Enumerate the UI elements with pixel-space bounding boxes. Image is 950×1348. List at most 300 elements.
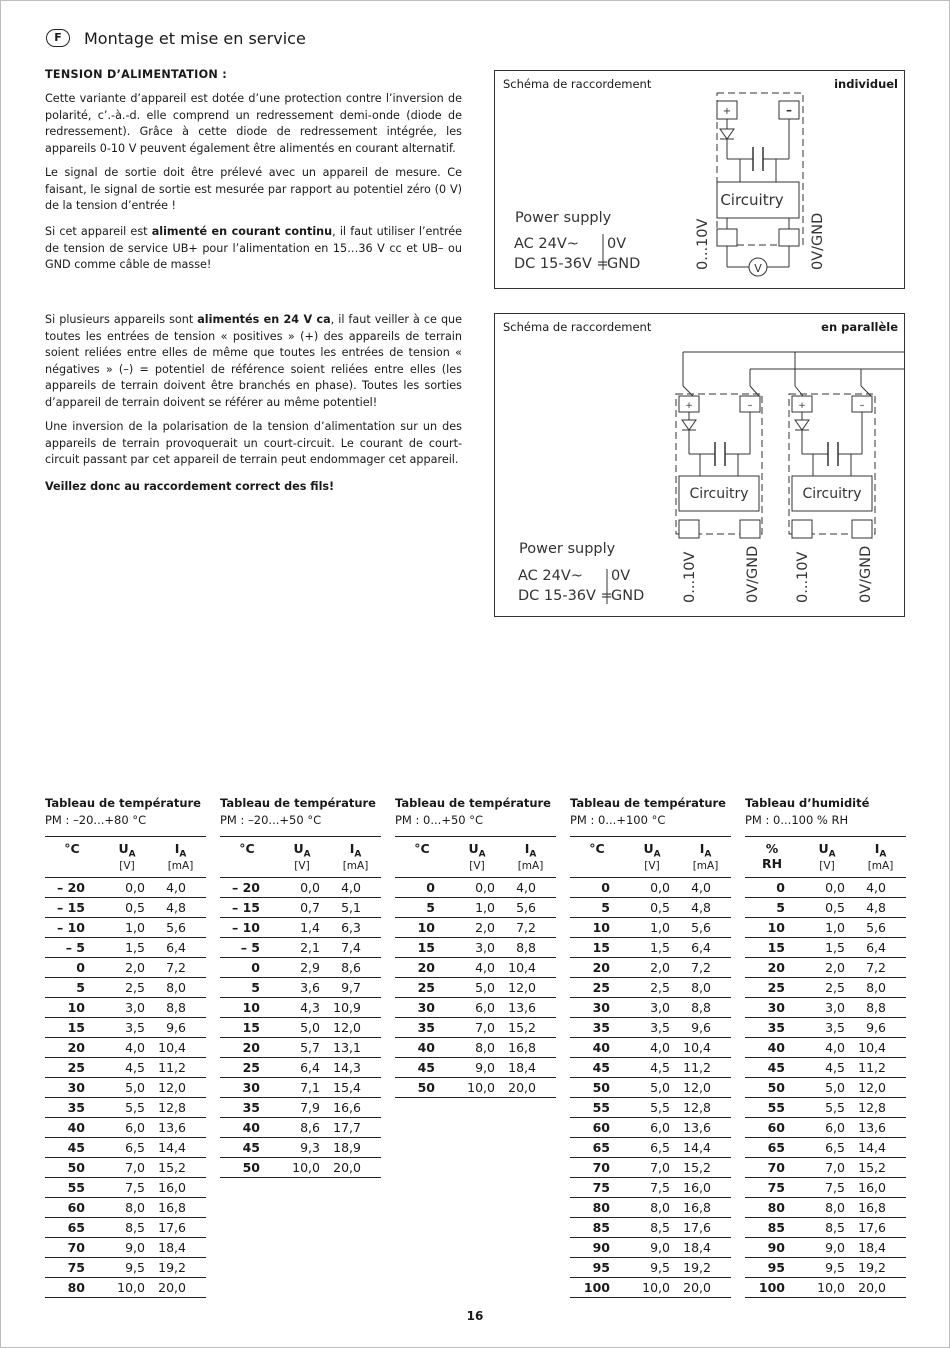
cell-current: 15,2 bbox=[680, 1158, 731, 1178]
text-run: Si plusieurs appareils sont bbox=[45, 313, 198, 326]
cell-voltage: 4,3 bbox=[274, 998, 330, 1018]
table-row bbox=[45, 1218, 206, 1238]
table-row bbox=[570, 1018, 731, 1038]
dc-label: DC 15-36V = bbox=[518, 588, 613, 604]
cell-voltage: 6,0 bbox=[799, 1118, 855, 1138]
cell-input: 50 bbox=[220, 1158, 274, 1178]
cell-input: 0 bbox=[745, 878, 799, 898]
cell-voltage: 1,5 bbox=[799, 938, 855, 958]
cell-input: 10 bbox=[395, 918, 449, 938]
cell-current: 15,4 bbox=[330, 1078, 381, 1098]
cell-voltage: 3,0 bbox=[624, 998, 680, 1018]
cell-voltage: 7,0 bbox=[624, 1158, 680, 1178]
cell-voltage: 7,0 bbox=[799, 1158, 855, 1178]
cell-current: 16,8 bbox=[155, 1198, 206, 1218]
column-header-current bbox=[155, 837, 206, 878]
cell-voltage: 4,5 bbox=[624, 1058, 680, 1078]
cell-current: 7,2 bbox=[680, 958, 731, 978]
cell-input: 0 bbox=[395, 878, 449, 898]
circuitry-label: Circuitry bbox=[720, 191, 784, 209]
table-row bbox=[570, 1178, 731, 1198]
cell-input: 70 bbox=[570, 1158, 624, 1178]
cell-current: 9,6 bbox=[680, 1018, 731, 1038]
cell-voltage: 0,5 bbox=[624, 898, 680, 918]
cell-current: 12,8 bbox=[855, 1098, 906, 1118]
table-row bbox=[220, 1078, 381, 1098]
cell-voltage: 7,5 bbox=[99, 1178, 155, 1198]
diode-icon bbox=[682, 420, 696, 430]
cell-voltage: 5,5 bbox=[799, 1098, 855, 1118]
cell-voltage: 5,0 bbox=[799, 1078, 855, 1098]
table-row bbox=[45, 1278, 206, 1298]
cell-current: 11,2 bbox=[680, 1058, 731, 1078]
cell-current: 6,4 bbox=[680, 938, 731, 958]
table-row bbox=[220, 898, 381, 918]
cell-voltage: 0,0 bbox=[624, 878, 680, 898]
cell-current: 16,8 bbox=[505, 1038, 556, 1058]
table-row bbox=[570, 1198, 731, 1218]
value-table bbox=[745, 836, 906, 1298]
table-row bbox=[745, 1238, 906, 1258]
cell-voltage: 8,5 bbox=[624, 1218, 680, 1238]
table-row bbox=[45, 878, 206, 898]
cell-voltage: 10,0 bbox=[799, 1278, 855, 1298]
cell-input: 5 bbox=[745, 898, 799, 918]
output-signal-label: 0...10V bbox=[695, 218, 711, 270]
terminal-gnd bbox=[779, 229, 799, 246]
cell-input: 40 bbox=[745, 1038, 799, 1058]
cell-current: 4,0 bbox=[505, 878, 556, 898]
cell-current: 16,8 bbox=[855, 1198, 906, 1218]
table-row bbox=[220, 1158, 381, 1178]
cell-input: 55 bbox=[570, 1098, 624, 1118]
cell-voltage: 7,9 bbox=[274, 1098, 330, 1118]
cell-input: – 15 bbox=[45, 898, 99, 918]
output-signal-label: 0...10V bbox=[682, 551, 698, 603]
table-row bbox=[395, 1058, 556, 1078]
table-row bbox=[745, 958, 906, 978]
cell-voltage: 9,5 bbox=[799, 1258, 855, 1278]
column-header-label: $I_A$ bbox=[699, 841, 712, 860]
column-header-temperature bbox=[45, 837, 99, 878]
table-row bbox=[570, 958, 731, 978]
text-run: , il faut veiller à ce que toutes les entrées de tension « positives » (+) des appareils de terrain soient reliées entre elles de même que toutes les entrées de tension « négatives » (–) = potentiel de référence soient reliées entre elles (les appareils de terrain doivent être branchés en phase). Toutes les sorties d’appareil de terrain doivent se référer au même potentiel! bbox=[45, 313, 463, 409]
cell-current: 12,0 bbox=[155, 1078, 206, 1098]
cell-current: 16,6 bbox=[330, 1098, 381, 1118]
column-header-label: $U_A$ bbox=[468, 841, 486, 860]
cell-voltage: 10,0 bbox=[624, 1278, 680, 1298]
cell-current: 8,0 bbox=[155, 978, 206, 998]
cell-voltage: 1,0 bbox=[799, 918, 855, 938]
cell-voltage: 2,0 bbox=[449, 918, 505, 938]
cell-voltage: 4,0 bbox=[449, 958, 505, 978]
cell-input: 25 bbox=[45, 1058, 99, 1078]
cell-current: 15,2 bbox=[855, 1158, 906, 1178]
cell-voltage: 0,0 bbox=[799, 878, 855, 898]
cell-current: 8,6 bbox=[330, 958, 381, 978]
cell-voltage: 1,5 bbox=[99, 938, 155, 958]
page-number: 16 bbox=[466, 1309, 484, 1323]
column-header-unit: [mA] bbox=[692, 859, 719, 872]
cell-voltage: 9,5 bbox=[624, 1258, 680, 1278]
table-row bbox=[745, 938, 906, 958]
column-header-current bbox=[680, 837, 731, 878]
cell-current: 12,8 bbox=[680, 1098, 731, 1118]
cell-voltage: 2,0 bbox=[99, 958, 155, 978]
cell-current: 4,8 bbox=[155, 898, 206, 918]
cell-input: – 10 bbox=[45, 918, 99, 938]
column-header-label: °C bbox=[239, 841, 255, 856]
table-header-row bbox=[745, 837, 906, 878]
cell-input: 20 bbox=[570, 958, 624, 978]
table-row bbox=[745, 1218, 906, 1238]
cell-current: 10,4 bbox=[855, 1038, 906, 1058]
cell-input: 5 bbox=[45, 978, 99, 998]
cell-input: 25 bbox=[395, 978, 449, 998]
value-table bbox=[45, 836, 206, 1298]
cell-current: 12,8 bbox=[155, 1098, 206, 1118]
table-row bbox=[745, 1038, 906, 1058]
cell-input: 40 bbox=[570, 1038, 624, 1058]
cell-voltage: 3,5 bbox=[99, 1018, 155, 1038]
cell-voltage: 1,5 bbox=[624, 938, 680, 958]
column-header-label: °C bbox=[589, 841, 605, 856]
table-row bbox=[220, 878, 381, 898]
cell-current: 19,2 bbox=[155, 1258, 206, 1278]
table-row bbox=[745, 1178, 906, 1198]
cell-input: 45 bbox=[745, 1058, 799, 1078]
table-row bbox=[45, 978, 206, 998]
cell-voltage: 3,5 bbox=[624, 1018, 680, 1038]
cell-input: – 5 bbox=[220, 938, 274, 958]
power-supply-label: Power supply bbox=[515, 210, 612, 226]
column-header-label: $U_A$ bbox=[818, 841, 836, 860]
cell-voltage: 4,0 bbox=[624, 1038, 680, 1058]
cell-input: 30 bbox=[570, 998, 624, 1018]
table-row bbox=[395, 938, 556, 958]
cell-voltage: 7,5 bbox=[624, 1178, 680, 1198]
text-run-bold: alimenté en courant continu bbox=[151, 225, 333, 238]
cell-current: 11,2 bbox=[855, 1058, 906, 1078]
value-table bbox=[570, 836, 731, 1298]
cell-voltage: 3,0 bbox=[799, 998, 855, 1018]
cell-current: 18,9 bbox=[330, 1138, 381, 1158]
column-header-voltage bbox=[624, 837, 680, 878]
cell-current: 8,8 bbox=[155, 998, 206, 1018]
cell-current: 9,6 bbox=[155, 1018, 206, 1038]
table-row bbox=[570, 978, 731, 998]
cell-input: 65 bbox=[45, 1218, 99, 1238]
table-row bbox=[745, 998, 906, 1018]
cell-current: 17,6 bbox=[855, 1218, 906, 1238]
cell-input: – 20 bbox=[220, 878, 274, 898]
table-row bbox=[570, 1098, 731, 1118]
column-header-label: °C bbox=[64, 841, 80, 856]
table-row bbox=[220, 978, 381, 998]
cell-current: 4,8 bbox=[855, 898, 906, 918]
table-row bbox=[570, 1238, 731, 1258]
gnd-label: GND bbox=[611, 588, 645, 604]
cell-input: 75 bbox=[570, 1178, 624, 1198]
cell-current: 4,0 bbox=[330, 878, 381, 898]
cell-current: 7,2 bbox=[855, 958, 906, 978]
cell-current: 14,4 bbox=[155, 1138, 206, 1158]
cell-voltage: 7,0 bbox=[449, 1018, 505, 1038]
cell-input: 40 bbox=[45, 1118, 99, 1138]
cell-current: 12,0 bbox=[855, 1078, 906, 1098]
cell-current: 20,0 bbox=[855, 1278, 906, 1298]
table-row bbox=[745, 878, 906, 898]
table-row bbox=[395, 878, 556, 898]
cell-input: 80 bbox=[745, 1198, 799, 1218]
wiring-diagram-parallel bbox=[494, 313, 905, 617]
table-row bbox=[45, 938, 206, 958]
cell-voltage: 2,1 bbox=[274, 938, 330, 958]
cell-input: 50 bbox=[395, 1078, 449, 1098]
cell-voltage: 8,6 bbox=[274, 1118, 330, 1138]
cell-voltage: 2,0 bbox=[799, 958, 855, 978]
cell-voltage: 7,0 bbox=[99, 1158, 155, 1178]
cell-voltage: 9,0 bbox=[99, 1238, 155, 1258]
cell-input: 50 bbox=[45, 1158, 99, 1178]
table-header-row bbox=[395, 837, 556, 878]
cell-current: 10,4 bbox=[155, 1038, 206, 1058]
cell-voltage: 3,0 bbox=[449, 938, 505, 958]
cell-input: 75 bbox=[45, 1258, 99, 1278]
cell-current: 8,0 bbox=[680, 978, 731, 998]
column-header-unit: [V] bbox=[469, 859, 485, 872]
cell-current: 16,0 bbox=[855, 1178, 906, 1198]
cell-current: 16,0 bbox=[155, 1178, 206, 1198]
cell-voltage: 2,5 bbox=[799, 978, 855, 998]
cell-input: 20 bbox=[745, 958, 799, 978]
cell-voltage: 2,9 bbox=[274, 958, 330, 978]
cell-voltage: 8,5 bbox=[799, 1218, 855, 1238]
cell-current: 18,4 bbox=[155, 1238, 206, 1258]
cell-current: 11,2 bbox=[155, 1058, 206, 1078]
cell-current: 18,4 bbox=[505, 1058, 556, 1078]
wiring-schematic-parallel bbox=[495, 314, 904, 616]
cell-input: 60 bbox=[745, 1118, 799, 1138]
table-row bbox=[570, 1278, 731, 1298]
cell-voltage: 3,0 bbox=[99, 998, 155, 1018]
cell-input: 10 bbox=[220, 998, 274, 1018]
column-header-label: $U_A$ bbox=[643, 841, 661, 860]
column-header-voltage bbox=[99, 837, 155, 878]
cell-current: 8,8 bbox=[505, 938, 556, 958]
column-header-temperature bbox=[220, 837, 274, 878]
cell-input: 70 bbox=[45, 1238, 99, 1258]
cell-current: 4,0 bbox=[855, 878, 906, 898]
cell-voltage: 1,4 bbox=[274, 918, 330, 938]
cell-current: 14,3 bbox=[330, 1058, 381, 1078]
diode-icon bbox=[720, 129, 734, 139]
output-gnd-label: 0V/GND bbox=[745, 545, 761, 603]
table-title: Tableau de température bbox=[395, 796, 551, 810]
table-range: PM : –20...+50 °C bbox=[220, 813, 322, 827]
cell-input: 15 bbox=[45, 1018, 99, 1038]
table-row bbox=[745, 1258, 906, 1278]
column-header-label: $I_A$ bbox=[349, 841, 362, 860]
output-gnd-label: 0V/GND bbox=[810, 212, 826, 270]
table-row bbox=[45, 1158, 206, 1178]
cell-input: 5 bbox=[220, 978, 274, 998]
cell-input: 0 bbox=[570, 878, 624, 898]
cell-input: 5 bbox=[395, 898, 449, 918]
column-header-unit: RH bbox=[761, 856, 783, 871]
text-run: Si cet appareil est bbox=[45, 225, 152, 238]
cell-input: 35 bbox=[745, 1018, 799, 1038]
cell-voltage: 6,5 bbox=[99, 1138, 155, 1158]
column-header-label: $U_A$ bbox=[293, 841, 311, 860]
cell-current: 8,8 bbox=[855, 998, 906, 1018]
table-row bbox=[45, 998, 206, 1018]
table-row bbox=[45, 918, 206, 938]
table-row bbox=[745, 1078, 906, 1098]
cell-voltage: 6,0 bbox=[624, 1118, 680, 1138]
cell-voltage: 9,5 bbox=[99, 1258, 155, 1278]
table-row bbox=[570, 1038, 731, 1058]
cell-voltage: 5,0 bbox=[624, 1078, 680, 1098]
table-row bbox=[220, 1018, 381, 1038]
cell-voltage: 6,5 bbox=[799, 1138, 855, 1158]
cell-current: 7,2 bbox=[505, 918, 556, 938]
table-row bbox=[570, 1138, 731, 1158]
table-row bbox=[45, 1238, 206, 1258]
cell-current: 16,0 bbox=[680, 1178, 731, 1198]
circuitry-label: Circuitry bbox=[802, 486, 862, 502]
table-row bbox=[570, 998, 731, 1018]
column-header-label: $I_A$ bbox=[874, 841, 887, 860]
table-title: Tableau d’humidité bbox=[745, 796, 870, 810]
cell-current: 19,2 bbox=[680, 1258, 731, 1278]
table-row bbox=[220, 918, 381, 938]
cell-input: 15 bbox=[745, 938, 799, 958]
cell-current: 6,4 bbox=[155, 938, 206, 958]
table-row bbox=[45, 1058, 206, 1078]
table-row bbox=[570, 898, 731, 918]
paragraph-short-circuit: Une inversion de la polarisation de la tension d’alimentation sur un des appareils de terrain provoquerait un court-circuit. Le courant de court-circuit passant par cet appareil de terrain peut endommager cet appareil. bbox=[45, 420, 462, 467]
table-row bbox=[745, 978, 906, 998]
table-row bbox=[570, 878, 731, 898]
cell-input: 40 bbox=[395, 1038, 449, 1058]
cell-voltage: 10,0 bbox=[274, 1158, 330, 1178]
cell-input: 0 bbox=[45, 958, 99, 978]
cell-voltage: 8,0 bbox=[799, 1198, 855, 1218]
cell-input: 65 bbox=[745, 1138, 799, 1158]
terminal-output bbox=[717, 229, 737, 246]
cell-voltage: 0,7 bbox=[274, 898, 330, 918]
cell-input: 100 bbox=[745, 1278, 799, 1298]
cell-current: 4,8 bbox=[680, 898, 731, 918]
table-range: PM : 0...+100 °C bbox=[570, 813, 666, 827]
cell-current: 13,6 bbox=[155, 1118, 206, 1138]
cell-current: 9,6 bbox=[855, 1018, 906, 1038]
cell-voltage: 6,0 bbox=[449, 998, 505, 1018]
cell-input: 85 bbox=[745, 1218, 799, 1238]
column-header-unit: [mA] bbox=[517, 859, 544, 872]
cell-input: 10 bbox=[45, 998, 99, 1018]
cell-current: 14,4 bbox=[680, 1138, 731, 1158]
cell-input: 90 bbox=[745, 1238, 799, 1258]
plus-label: + bbox=[722, 106, 732, 117]
table-row bbox=[570, 1158, 731, 1178]
cell-voltage: 7,5 bbox=[799, 1178, 855, 1198]
table-row bbox=[45, 958, 206, 978]
column-header-current bbox=[505, 837, 556, 878]
table-row bbox=[220, 1098, 381, 1118]
cell-current: 5,6 bbox=[680, 918, 731, 938]
cell-voltage: 5,0 bbox=[99, 1078, 155, 1098]
table-row bbox=[45, 1118, 206, 1138]
cell-input: 20 bbox=[45, 1038, 99, 1058]
cell-input: 45 bbox=[45, 1138, 99, 1158]
cell-current: 10,4 bbox=[505, 958, 556, 978]
table-title: Tableau de température bbox=[220, 796, 376, 810]
diagram-title: Schéma de raccordement bbox=[503, 77, 652, 91]
column-header-unit: [V] bbox=[119, 859, 135, 872]
paragraph-warning: Veillez donc au raccordement correct des fils! bbox=[45, 480, 335, 493]
column-header-unit: [V] bbox=[644, 859, 660, 872]
diagram-title: Schéma de raccordement bbox=[503, 320, 652, 334]
cell-current: 7,4 bbox=[330, 938, 381, 958]
cell-voltage: 0,0 bbox=[99, 878, 155, 898]
table-row bbox=[745, 918, 906, 938]
table-header-row bbox=[45, 837, 206, 878]
cell-current: 15,2 bbox=[155, 1158, 206, 1178]
paragraph-polarity-protection: Cette variante d’appareil est dotée d’une protection contre l’inversion de polarité, c’.-à.-d. elle comprend un redressement demi-onde (diode de redressement). Grâce à cette diode de redressement intégrée, les appareils 0-10 V peuvent également être alimentés en courant alternatif. bbox=[45, 92, 462, 155]
cell-input: 80 bbox=[45, 1278, 99, 1298]
cell-input: 25 bbox=[220, 1058, 274, 1078]
cell-input: 10 bbox=[745, 918, 799, 938]
cell-voltage: 2,0 bbox=[624, 958, 680, 978]
cell-input: – 15 bbox=[220, 898, 274, 918]
cell-current: 6,3 bbox=[330, 918, 381, 938]
table-row bbox=[395, 978, 556, 998]
cell-current: 17,6 bbox=[155, 1218, 206, 1238]
cell-voltage: 1,0 bbox=[449, 898, 505, 918]
cell-current: 5,1 bbox=[330, 898, 381, 918]
cell-input: – 5 bbox=[45, 938, 99, 958]
table-header-row bbox=[570, 837, 731, 878]
cell-current: 17,7 bbox=[330, 1118, 381, 1138]
cell-voltage: 0,0 bbox=[449, 878, 505, 898]
table-row bbox=[395, 1018, 556, 1038]
column-header-voltage bbox=[449, 837, 505, 878]
diagram-mode: en parallèle bbox=[821, 320, 898, 334]
cell-input: 70 bbox=[745, 1158, 799, 1178]
cell-input: 15 bbox=[395, 938, 449, 958]
cell-current: 12,0 bbox=[505, 978, 556, 998]
table-row bbox=[745, 1198, 906, 1218]
cell-current: 20,0 bbox=[330, 1158, 381, 1178]
table-row bbox=[45, 1178, 206, 1198]
cell-input: 90 bbox=[570, 1238, 624, 1258]
cell-input: 20 bbox=[395, 958, 449, 978]
cell-voltage: 3,6 bbox=[274, 978, 330, 998]
cell-current: 20,0 bbox=[155, 1278, 206, 1298]
cell-current: 6,4 bbox=[855, 938, 906, 958]
table-row bbox=[45, 1258, 206, 1278]
cell-voltage: 2,5 bbox=[99, 978, 155, 998]
cell-current: 18,4 bbox=[855, 1238, 906, 1258]
gnd-label: GND bbox=[607, 256, 641, 272]
table-title: Tableau de température bbox=[45, 796, 201, 810]
cell-input: 60 bbox=[45, 1198, 99, 1218]
cell-input: 15 bbox=[220, 1018, 274, 1038]
table-row bbox=[220, 1138, 381, 1158]
cell-input: 30 bbox=[745, 998, 799, 1018]
